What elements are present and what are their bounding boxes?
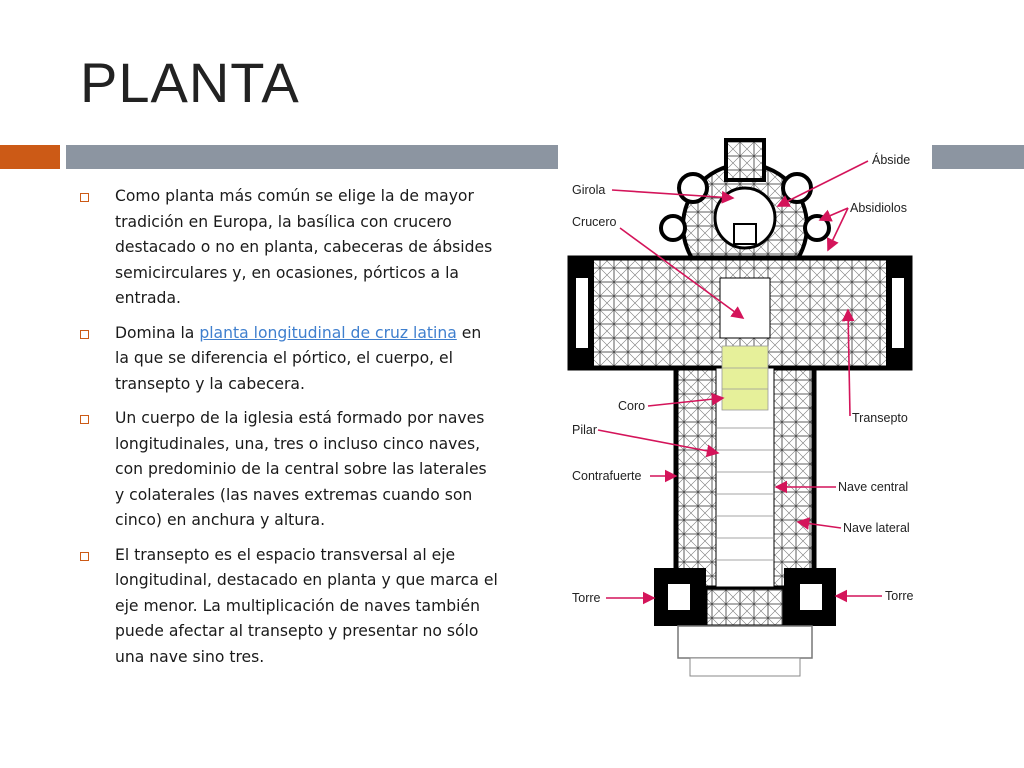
label-girola: Girola xyxy=(572,183,606,197)
bullet-text-pre: Domina la xyxy=(115,323,200,342)
bullet-item xyxy=(80,184,500,312)
accent-band-gray-right xyxy=(932,145,1024,169)
accent-band-gray-left xyxy=(66,145,558,169)
bullet-item xyxy=(80,543,500,671)
square-bullet-icon xyxy=(80,330,89,339)
church-floor-plan xyxy=(558,128,932,690)
label-absidiolos: Absidiolos xyxy=(850,201,907,215)
cruz-latina-link[interactable]: planta longitudinal de cruz latina xyxy=(199,323,457,342)
bullet-text: El transepto es el espacio transversal al eje longitudinal, destacado en planta y que marca el eje menor. La multiplicación de naves también puede afectar al transepto y presentar no sólo una nave sino tres. xyxy=(115,545,498,666)
bullet-text: Un cuerpo de la iglesia está formado por naves longitudinales, una, tres o incluso cinco naves, con predominio de la central sobre las laterales y colaterales (las naves extremas cuando son cinco) en anchura y altura. xyxy=(115,409,487,529)
nave-group xyxy=(676,346,814,588)
label-nave-lateral: Nave lateral xyxy=(843,521,910,535)
square-bullet-icon xyxy=(80,193,89,202)
label-torre-left: Torre xyxy=(572,591,601,605)
label-abside: Ábside xyxy=(872,153,911,167)
square-bullet-icon xyxy=(80,552,89,561)
label-pilar: Pilar xyxy=(572,423,598,437)
bullet-item xyxy=(80,321,500,398)
label-coro: Coro xyxy=(618,399,646,413)
bullet-item xyxy=(80,406,500,534)
accent-band-orange xyxy=(0,145,60,169)
label-nave-central: Nave central xyxy=(838,480,909,494)
slide-title: PLANTA xyxy=(80,51,300,114)
label-transepto: Transepto xyxy=(852,411,908,425)
label-torre-right: Torre xyxy=(885,589,914,603)
square-bullet-icon xyxy=(80,415,89,424)
label-crucero: Crucero xyxy=(572,215,617,229)
label-contrafuerte: Contrafuerte xyxy=(572,469,642,483)
bullet-list xyxy=(80,184,500,679)
bullet-text-post: en la que se diferencia el pórtico, el cuerpo, el transepto y la cabecera. xyxy=(115,323,482,393)
bullet-text: Como planta más común se elige la de mayor tradición en Europa, la basílica con crucero destacado o no en planta, cabeceras de ábsides semicirculares y, en ocasiones, pórticos a la entrada. xyxy=(115,187,493,307)
